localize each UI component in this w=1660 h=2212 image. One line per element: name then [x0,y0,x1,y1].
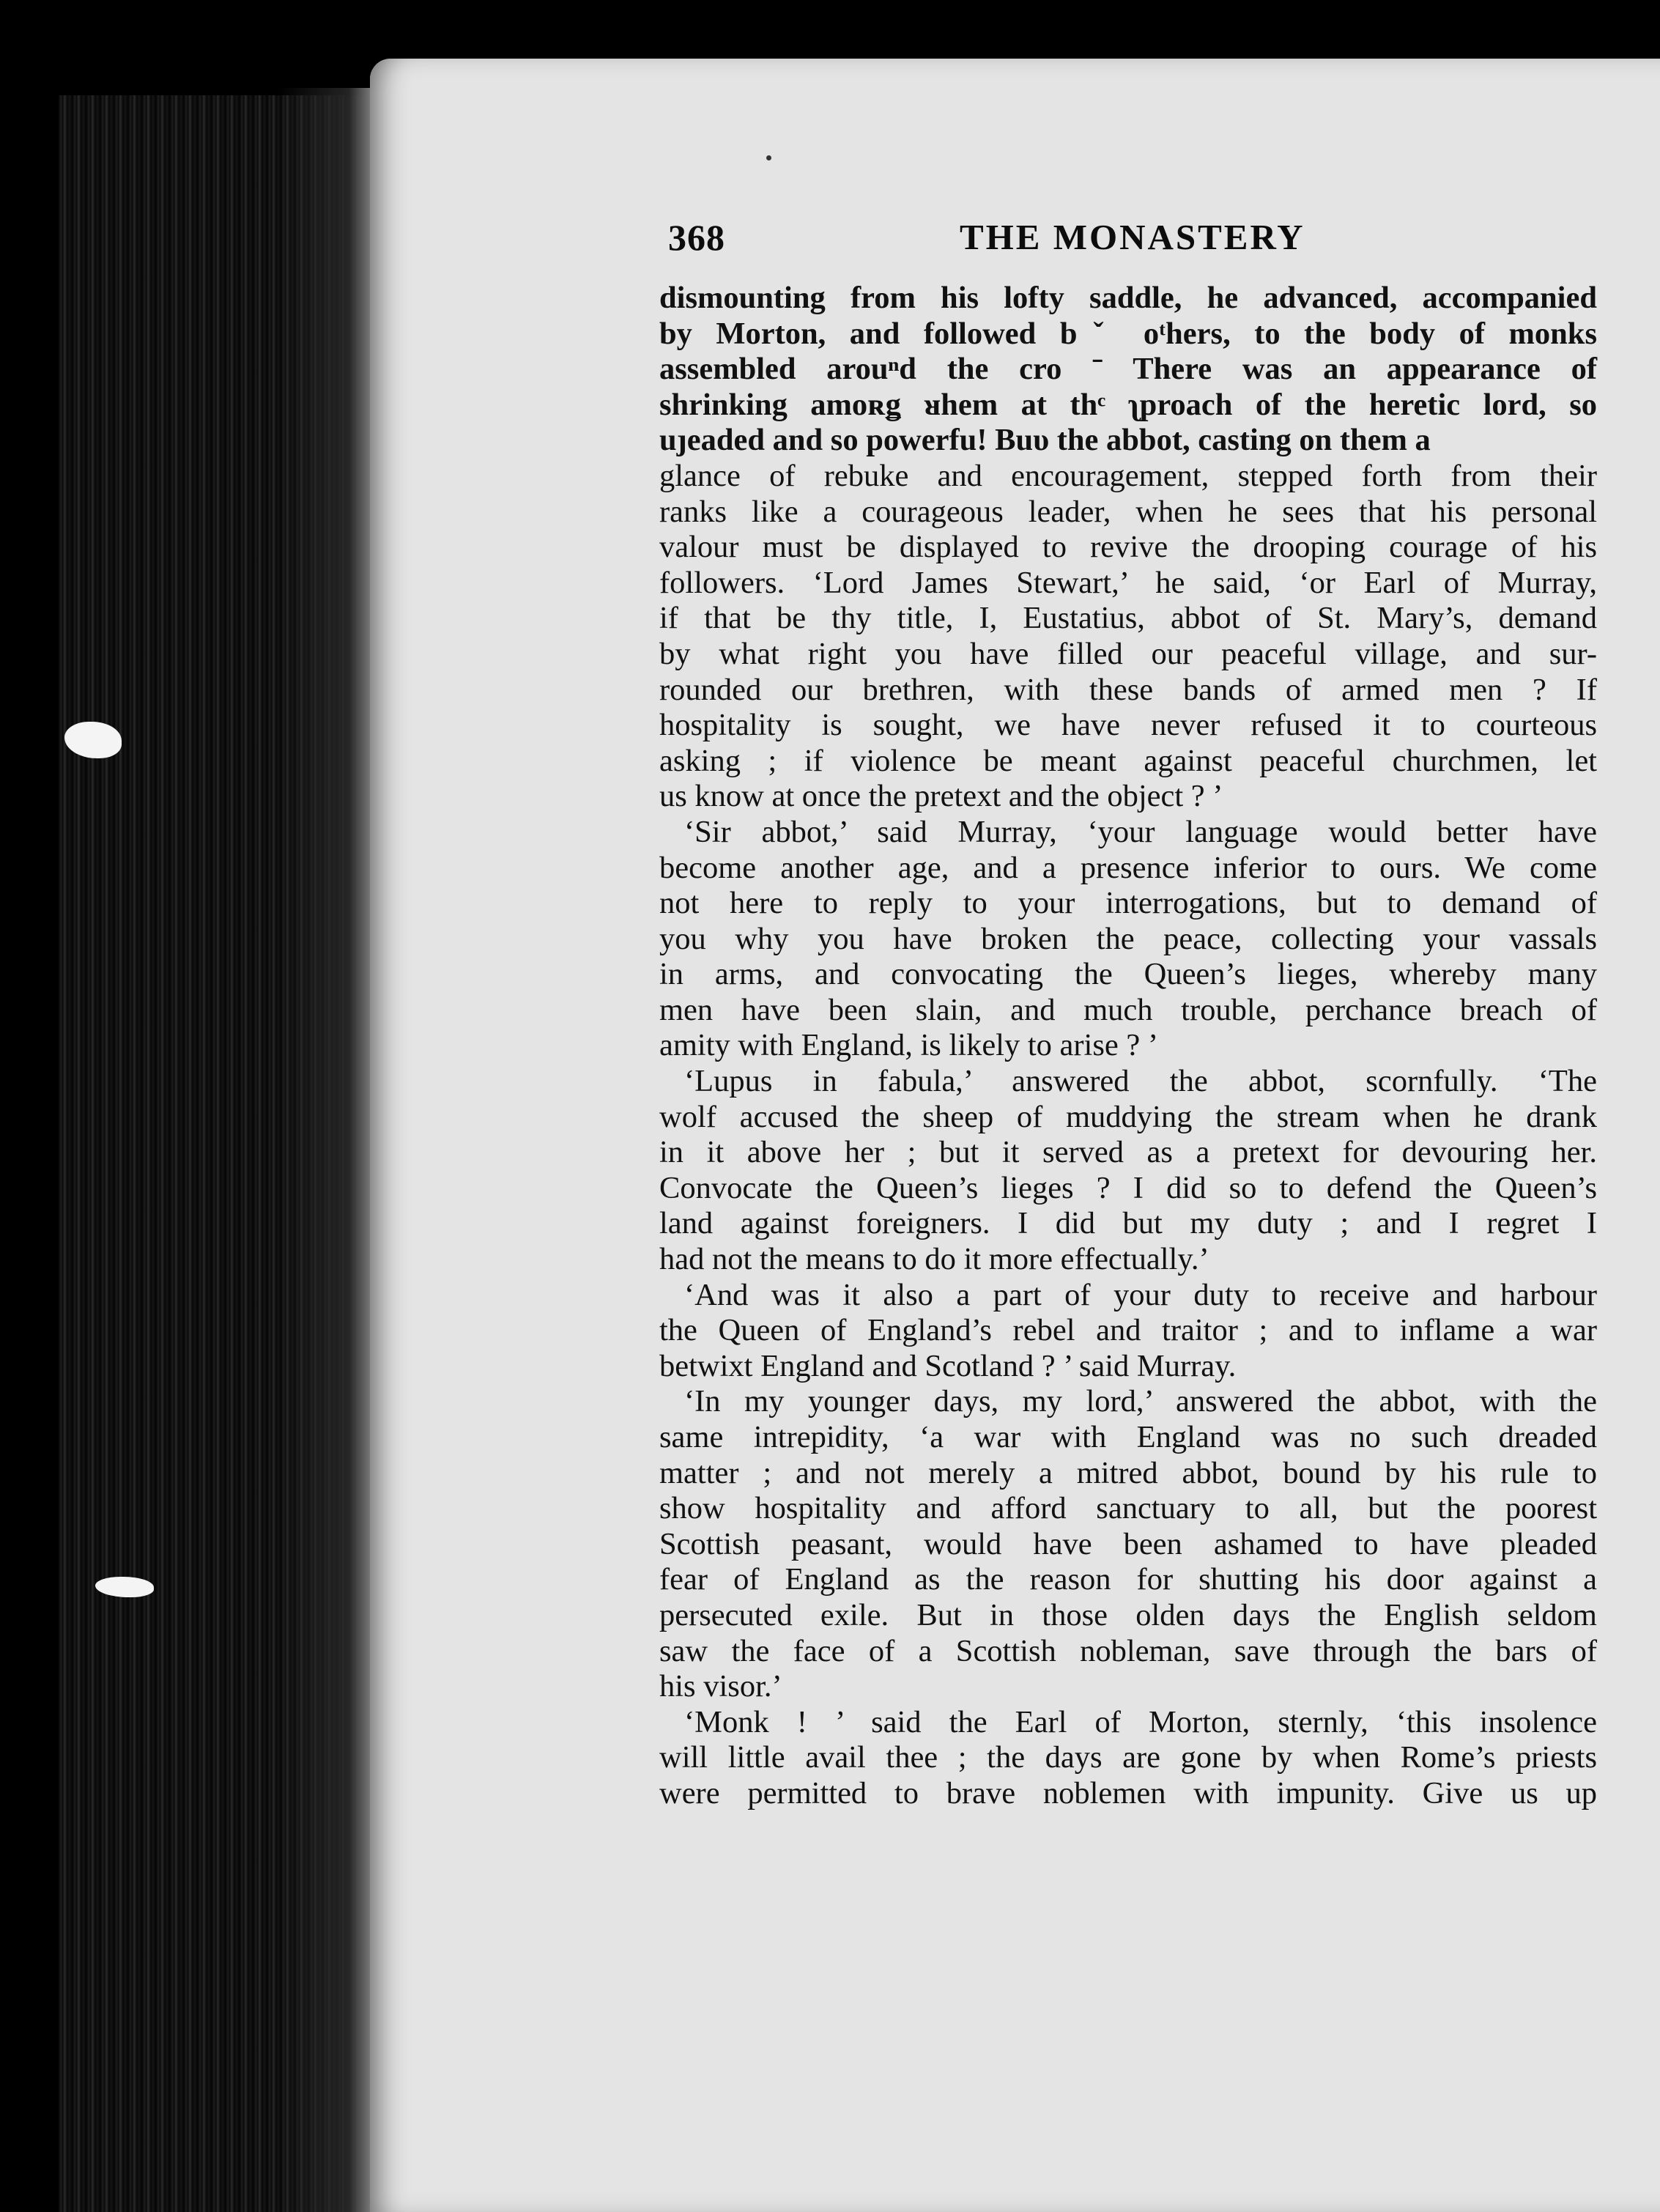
text-line: had not the means to do it more effectually.’ [659,1242,1209,1277]
text-line: valour must be displayed to revive the drooping courage of his [659,530,1597,565]
text-line: same intrepidity, ‘a war with England was no such dreaded [659,1420,1597,1454]
text-line: his visor.’ [659,1669,782,1704]
paragraph [659,459,1597,815]
text-line: assembled arouⁿd the cro ˉ There was an appearance of [659,352,1597,387]
paragraph [659,281,1597,459]
page-header [668,216,1657,267]
paragraph [659,1064,1597,1278]
text-line: ‘In my younger days, my lord,’ answered the abbot, with the [684,1384,1597,1419]
text-line: rounded our brethren, with these bands of armed men ? If [659,672,1597,707]
body-text [659,281,1597,1812]
text-line: fear of England as the reason for shutting his door against a [659,1562,1597,1597]
text-line: in it above her ; but it served as a pretext for devouring her. [659,1135,1597,1170]
text-line: saw the face of a Scottish nobleman, save through the bars of [659,1633,1597,1668]
text-line: glance of rebuke and encouragement, stepped forth from their [659,458,1597,493]
paragraph [659,1705,1597,1812]
text-line: ‘And was it also a part of your duty to receive and harbour [684,1277,1597,1312]
text-line: ranks like a courageous leader, when he sees that his personal [659,494,1597,529]
text-line: betwixt England and Scotland ? ’ said Murray. [659,1348,1237,1383]
ink-dot [766,155,771,160]
text-line: Convocate the Queen’s lieges ? I did so to defend the Queen’s [659,1170,1597,1205]
text-line: if that be thy title, I, Eustatius, abbot of St. Mary’s, demand [659,601,1597,636]
text-line: men have been slain, and much trouble, perchance breach of [659,992,1597,1027]
text-line: persecuted exile. But in those olden days the English seldom [659,1597,1597,1632]
text-line: ‘Lupus in fabula,’ answered the abbot, scornfully. ‘The [684,1064,1597,1099]
text-line: asking ; if violence be meant against peaceful churchmen, let [659,743,1597,778]
text-line: shrinking amoʀǥ ᴚhem at thᶜ ʅproach of the heretic lord, so [659,387,1597,422]
text-line: ‘Monk ! ’ said the Earl of Morton, sternly, ‘this insolence [684,1704,1597,1739]
text-line: uȷeaded and so powerfu! Buυ the abbot, casting on them a [659,423,1431,458]
text-line: dismounting from his lofty saddle, he advanced, accompanied [659,281,1597,315]
text-line: you why you have broken the peace, collecting your vassals [659,921,1597,956]
paragraph [659,815,1597,1064]
text-line: will little avail thee ; the days are gone by when Rome’s priests [659,1740,1597,1775]
text-line: in arms, and convocating the Queen’s lieges, whereby many [659,957,1597,992]
text-line: were permitted to brave noblemen with impunity. Give us up [659,1775,1597,1810]
text-line: followers. ‘Lord James Stewart,’ he said, ‘or Earl of Murray, [659,565,1597,600]
text-line: not here to reply to your interrogations, but to demand of [659,886,1597,921]
text-line: by what right you have filled our peaceful village, and sur- [659,636,1597,671]
text-line: wolf accused the sheep of muddying the stream when he drank [659,1099,1597,1134]
text-line: hospitality is sought, we have never refused it to courteous [659,708,1597,743]
page-number: 368 [668,217,725,258]
text-line: matter ; and not merely a mitred abbot, bound by his rule to [659,1455,1597,1490]
text-line: ‘Sir abbot,’ said Murray, ‘your language would better have [684,814,1597,849]
text-line: us know at once the pretext and the object ? ’ [659,779,1223,814]
text-line: by Morton, and followed bˇ oᵗhers, to the body of monks [659,316,1597,351]
text-line: the Queen of England’s rebel and traitor ; and to inflame a war [659,1313,1597,1348]
text-line: amity with England, is likely to arise ? ’ [659,1028,1159,1063]
text-line: show hospitality and afford sanctuary to all, but the poorest [659,1491,1597,1526]
paragraph [659,1384,1597,1704]
paragraph [659,1278,1597,1385]
running-title: THE MONASTERY [960,217,1305,257]
text-line: land against foreigners. I did but my duty ; and I regret I [659,1206,1597,1241]
text-line: become another age, and a presence inferior to ours. We come [659,850,1597,885]
text-line: Scottish peasant, would have been ashamed to have pleaded [659,1526,1597,1561]
